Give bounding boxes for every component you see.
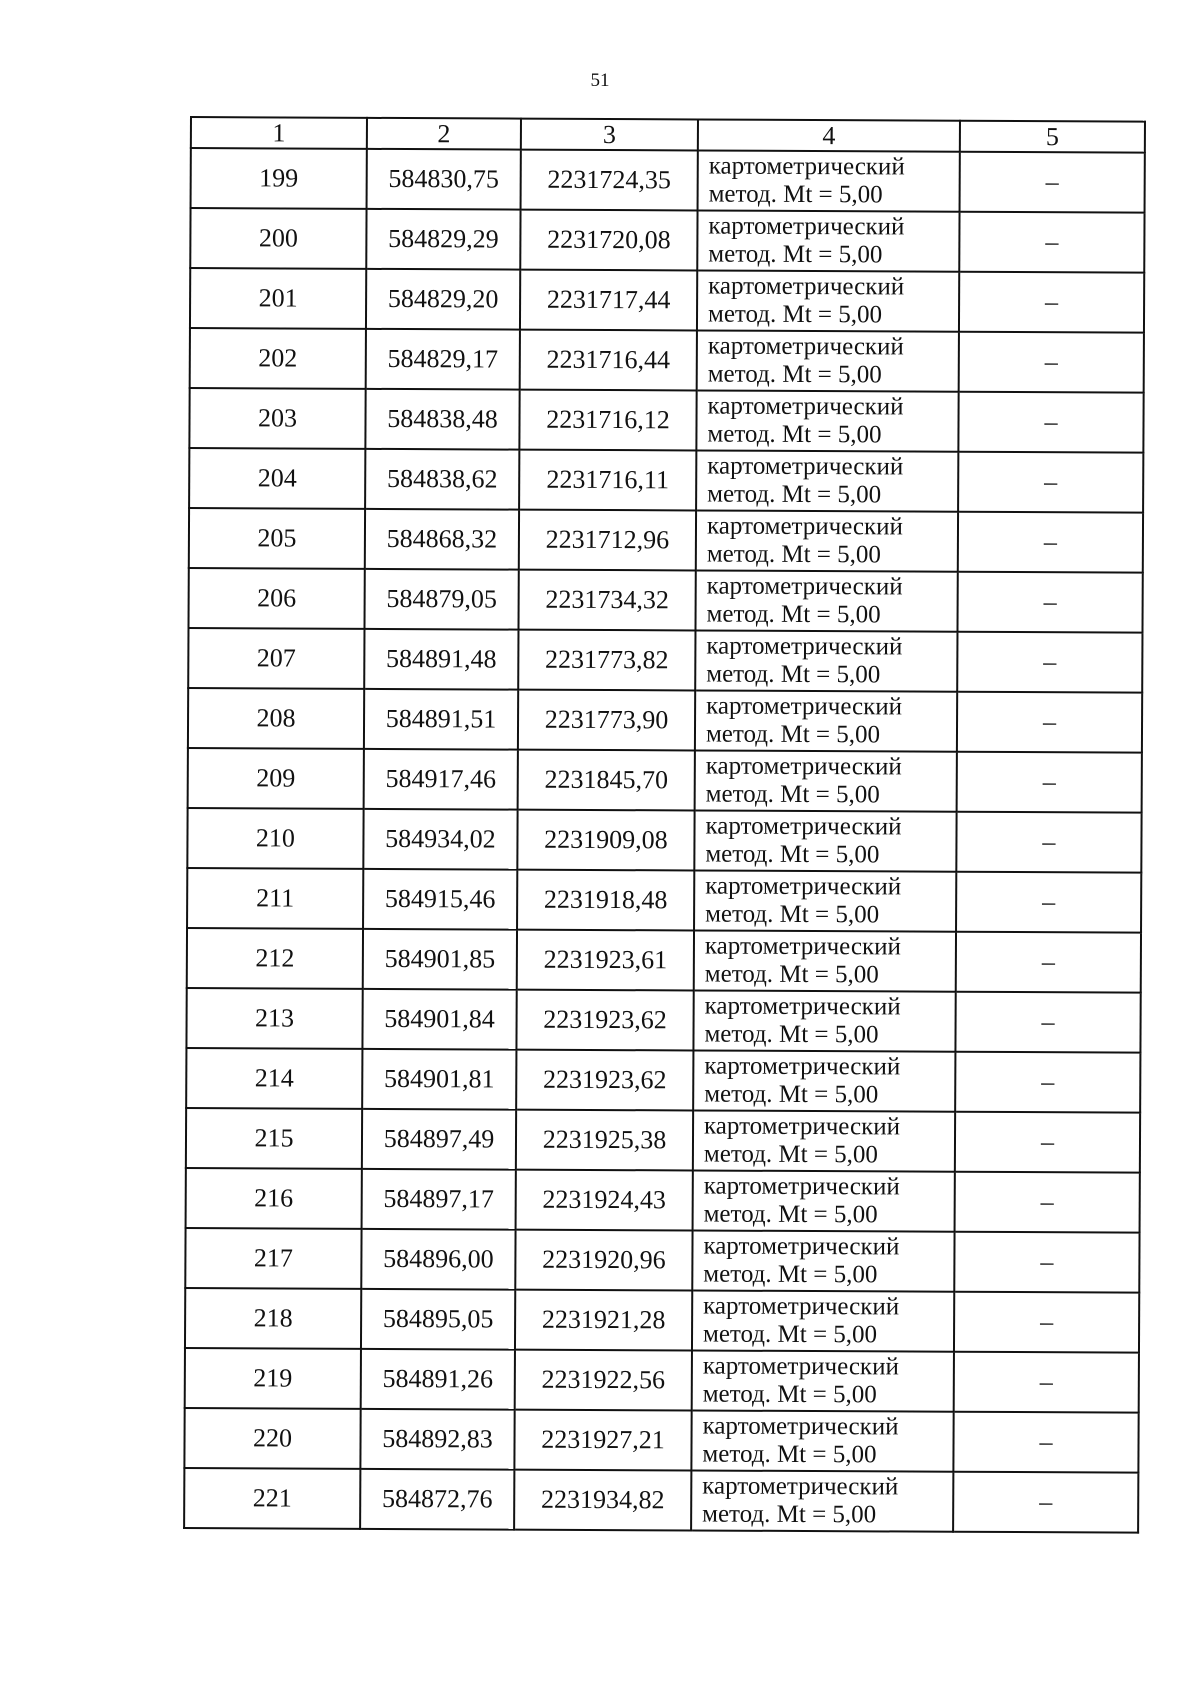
method-cell <box>691 1470 953 1531</box>
method-name: картометрический <box>704 1052 901 1081</box>
column-header-3: 3 <box>521 119 698 151</box>
method-cell <box>695 750 957 811</box>
note-cell: – <box>957 752 1142 813</box>
method-name: картометрический <box>702 1472 899 1501</box>
method-cell <box>698 150 960 211</box>
method-name: картометрический <box>708 272 905 301</box>
point-number-cell: 218 <box>185 1288 361 1349</box>
method-accuracy: метод. Mt = 5,00 <box>708 240 883 269</box>
page-number: 51 <box>590 70 610 91</box>
table-row <box>187 868 1141 933</box>
y-coordinate-cell: 2231724,35 <box>521 150 698 211</box>
note-cell: – <box>953 1412 1138 1473</box>
method-name: картометрический <box>702 1412 899 1441</box>
point-number-cell: 208 <box>188 688 364 749</box>
point-number-cell: 212 <box>187 928 363 989</box>
point-number-cell: 217 <box>185 1228 361 1289</box>
note-cell: – <box>960 152 1145 213</box>
method-name: картометрический <box>706 512 904 541</box>
method-accuracy: метод. Mt = 5,00 <box>706 660 881 689</box>
table-row <box>188 628 1142 693</box>
note-cell: – <box>959 212 1144 273</box>
note-cell: – <box>957 572 1142 633</box>
method-name: картометрический <box>706 692 903 721</box>
note-cell: – <box>959 272 1144 333</box>
point-number-cell: 214 <box>186 1048 362 1109</box>
method-accuracy: метод. Mt = 5,00 <box>706 540 881 569</box>
point-number-cell: 220 <box>184 1408 360 1469</box>
x-coordinate-cell: 584897,17 <box>362 1169 516 1230</box>
x-coordinate-cell: 584896,00 <box>361 1229 515 1290</box>
method-name: картометрический <box>705 812 902 841</box>
table-row <box>186 1108 1140 1173</box>
point-number-cell: 219 <box>185 1348 361 1409</box>
method-accuracy: метод. Mt = 5,00 <box>704 1020 879 1049</box>
method-cell <box>697 270 959 331</box>
method-name: картометрический <box>704 932 901 961</box>
x-coordinate-cell: 584829,29 <box>366 209 520 270</box>
note-cell: – <box>955 992 1140 1053</box>
method-accuracy: метод. Mt = 5,00 <box>707 480 882 509</box>
x-coordinate-cell: 584901,81 <box>362 1049 516 1110</box>
method-cell <box>695 690 957 751</box>
table-row <box>189 388 1143 453</box>
method-accuracy: метод. Mt = 5,00 <box>706 600 881 629</box>
method-name: картометрический <box>702 1352 899 1381</box>
table-body <box>184 148 1145 1533</box>
y-coordinate-cell: 2231923,62 <box>516 990 693 1051</box>
x-coordinate-cell: 584901,85 <box>363 929 517 990</box>
x-coordinate-cell: 584879,05 <box>364 569 518 630</box>
y-coordinate-cell: 2231934,82 <box>514 1470 691 1531</box>
y-coordinate-cell: 2231845,70 <box>518 750 695 811</box>
method-accuracy: метод. Mt = 5,00 <box>704 960 879 989</box>
table-row <box>190 328 1144 393</box>
point-number-cell: 209 <box>188 748 364 809</box>
x-coordinate-cell: 584891,48 <box>364 629 518 690</box>
x-coordinate-cell: 584895,05 <box>361 1289 515 1350</box>
y-coordinate-cell: 2231734,32 <box>518 570 695 631</box>
point-number-cell: 200 <box>190 208 366 269</box>
point-number-cell: 221 <box>184 1468 360 1529</box>
point-number-cell: 207 <box>188 628 364 689</box>
method-accuracy: метод. Mt = 5,00 <box>705 840 880 869</box>
y-coordinate-cell: 2231923,61 <box>517 930 694 991</box>
method-accuracy: метод. Mt = 5,00 <box>702 1380 877 1409</box>
note-cell: – <box>957 692 1142 753</box>
x-coordinate-cell: 584829,17 <box>366 329 520 390</box>
note-cell: – <box>958 452 1143 513</box>
point-number-cell: 213 <box>186 988 362 1049</box>
method-name: картометрический <box>705 752 902 781</box>
note-cell: – <box>956 812 1141 873</box>
table-row <box>188 568 1142 633</box>
table-row <box>184 1468 1138 1533</box>
method-cell <box>692 1230 954 1291</box>
method-accuracy: метод. Mt = 5,00 <box>708 180 883 209</box>
method-cell <box>696 510 958 571</box>
method-name: картометрический <box>707 332 904 361</box>
table-row <box>191 148 1145 213</box>
table-row <box>187 928 1141 993</box>
method-name: картометрический <box>703 1172 900 1201</box>
x-coordinate-cell: 584892,83 <box>360 1409 514 1470</box>
method-cell <box>694 930 956 991</box>
y-coordinate-cell: 2231918,48 <box>517 870 694 931</box>
method-cell <box>691 1410 953 1471</box>
y-coordinate-cell: 2231920,96 <box>515 1230 692 1291</box>
point-number-cell: 216 <box>186 1168 362 1229</box>
method-accuracy: метод. Mt = 5,00 <box>705 900 880 929</box>
note-cell: – <box>955 1172 1140 1233</box>
point-number-cell: 206 <box>188 568 364 629</box>
method-cell <box>696 450 958 511</box>
x-coordinate-cell: 584829,20 <box>366 269 520 330</box>
method-name: картометрический <box>705 872 902 901</box>
note-cell: – <box>956 872 1141 933</box>
method-name: картометрический <box>704 992 901 1021</box>
y-coordinate-cell: 2231909,08 <box>517 810 694 871</box>
point-number-cell: 210 <box>187 808 363 869</box>
point-number-cell: 201 <box>190 268 366 329</box>
table-row <box>189 448 1143 513</box>
table-row <box>184 1408 1138 1473</box>
method-cell <box>693 990 955 1051</box>
method-accuracy: метод. Mt = 5,00 <box>705 780 880 809</box>
method-name: картометрический <box>706 572 903 601</box>
y-coordinate-cell: 2231925,38 <box>516 1110 693 1171</box>
table-row <box>186 1048 1140 1113</box>
y-coordinate-cell: 2231716,12 <box>519 390 696 451</box>
y-coordinate-cell: 2231716,44 <box>520 330 697 391</box>
note-cell: – <box>958 512 1143 573</box>
method-accuracy: метод. Mt = 5,00 <box>707 360 882 389</box>
y-coordinate-cell: 2231712,96 <box>519 510 696 571</box>
method-cell <box>697 330 959 391</box>
x-coordinate-cell: 584901,84 <box>362 989 516 1050</box>
method-name: картометрический <box>708 152 905 181</box>
method-accuracy: метод. Mt = 5,00 <box>702 1440 877 1469</box>
x-coordinate-cell: 584934,02 <box>363 809 517 870</box>
method-cell <box>692 1290 954 1351</box>
y-coordinate-cell: 2231716,11 <box>519 450 696 511</box>
column-header-2: 2 <box>367 118 521 150</box>
point-number-cell: 199 <box>191 148 367 209</box>
method-cell <box>694 870 956 931</box>
y-coordinate-cell: 2231922,56 <box>515 1350 692 1411</box>
method-name: картометрический <box>704 1112 901 1141</box>
note-cell: – <box>958 392 1143 453</box>
note-cell: – <box>957 632 1142 693</box>
note-cell: – <box>955 1112 1140 1173</box>
point-number-cell: 215 <box>186 1108 362 1169</box>
method-name: картометрический <box>708 212 905 241</box>
note-cell: – <box>956 932 1141 993</box>
column-header-1: 1 <box>191 117 367 149</box>
method-name: картометрический <box>703 1292 900 1321</box>
method-accuracy: метод. Mt = 5,00 <box>702 1320 878 1349</box>
note-cell: – <box>954 1232 1139 1293</box>
column-header-4: 4 <box>698 119 960 151</box>
method-accuracy: метод. Mt = 5,00 <box>703 1140 879 1169</box>
method-accuracy: метод. Mt = 5,00 <box>703 1200 878 1229</box>
x-coordinate-cell: 584838,48 <box>365 389 519 450</box>
table-row <box>188 688 1142 753</box>
method-cell <box>693 1110 955 1171</box>
y-coordinate-cell: 2231773,90 <box>518 690 695 751</box>
method-accuracy: метод. Mt = 5,00 <box>702 1500 877 1529</box>
table-row <box>186 1168 1140 1233</box>
method-accuracy: метод. Mt = 5,00 <box>707 300 883 329</box>
note-cell: – <box>954 1292 1139 1353</box>
method-cell <box>694 810 956 871</box>
point-number-cell: 204 <box>189 448 365 509</box>
method-cell <box>696 390 958 451</box>
method-cell <box>695 570 957 631</box>
x-coordinate-cell: 584872,76 <box>360 1469 514 1530</box>
table-row <box>186 988 1140 1053</box>
x-coordinate-cell: 584891,51 <box>364 689 518 750</box>
y-coordinate-cell: 2231773,82 <box>518 630 695 691</box>
y-coordinate-cell: 2231720,08 <box>520 210 697 271</box>
y-coordinate-cell: 2231924,43 <box>516 1170 693 1231</box>
point-number-cell: 203 <box>189 388 365 449</box>
x-coordinate-cell: 584868,32 <box>365 509 519 570</box>
table-row <box>189 508 1143 573</box>
note-cell: – <box>954 1352 1139 1413</box>
y-coordinate-cell: 2231923,62 <box>516 1050 693 1111</box>
x-coordinate-cell: 584915,46 <box>363 869 517 930</box>
method-cell <box>697 210 959 271</box>
note-cell: – <box>955 1052 1140 1113</box>
table-header <box>191 117 1145 153</box>
table-row <box>185 1228 1139 1293</box>
column-header-5: 5 <box>960 121 1145 153</box>
y-coordinate-cell: 2231921,28 <box>515 1290 692 1351</box>
x-coordinate-cell: 584917,46 <box>364 749 518 810</box>
table-row <box>185 1288 1139 1353</box>
header-row <box>191 117 1145 153</box>
method-name: картометрический <box>703 1232 900 1261</box>
method-cell <box>693 1050 955 1111</box>
point-number-cell: 211 <box>187 868 363 929</box>
table-row <box>188 748 1142 813</box>
point-number-cell: 202 <box>190 328 366 389</box>
point-number-cell: 205 <box>189 508 365 569</box>
x-coordinate-cell: 584897,49 <box>362 1109 516 1170</box>
x-coordinate-cell: 584838,62 <box>365 449 519 510</box>
method-name: картометрический <box>706 632 903 661</box>
method-name: картометрический <box>707 452 904 481</box>
y-coordinate-cell: 2231717,44 <box>520 270 697 331</box>
y-coordinate-cell: 2231927,21 <box>514 1410 691 1471</box>
x-coordinate-cell: 584830,75 <box>367 149 521 210</box>
table-row <box>185 1348 1139 1413</box>
method-cell <box>693 1170 955 1231</box>
method-accuracy: метод. Mt = 5,00 <box>707 420 882 449</box>
table-row <box>190 208 1144 273</box>
table-row <box>187 808 1141 873</box>
method-name: картометрический <box>707 392 904 421</box>
method-accuracy: метод. Mt = 5,00 <box>704 1080 879 1109</box>
method-accuracy: метод. Mt = 5,00 <box>705 720 881 749</box>
method-cell <box>692 1350 954 1411</box>
method-cell <box>695 630 957 691</box>
method-accuracy: метод. Mt = 5,00 <box>703 1260 878 1289</box>
x-coordinate-cell: 584891,26 <box>361 1349 515 1410</box>
coordinates-table <box>183 116 1146 1534</box>
note-cell: – <box>959 332 1144 393</box>
note-cell: – <box>953 1472 1138 1533</box>
table-row <box>190 268 1144 333</box>
